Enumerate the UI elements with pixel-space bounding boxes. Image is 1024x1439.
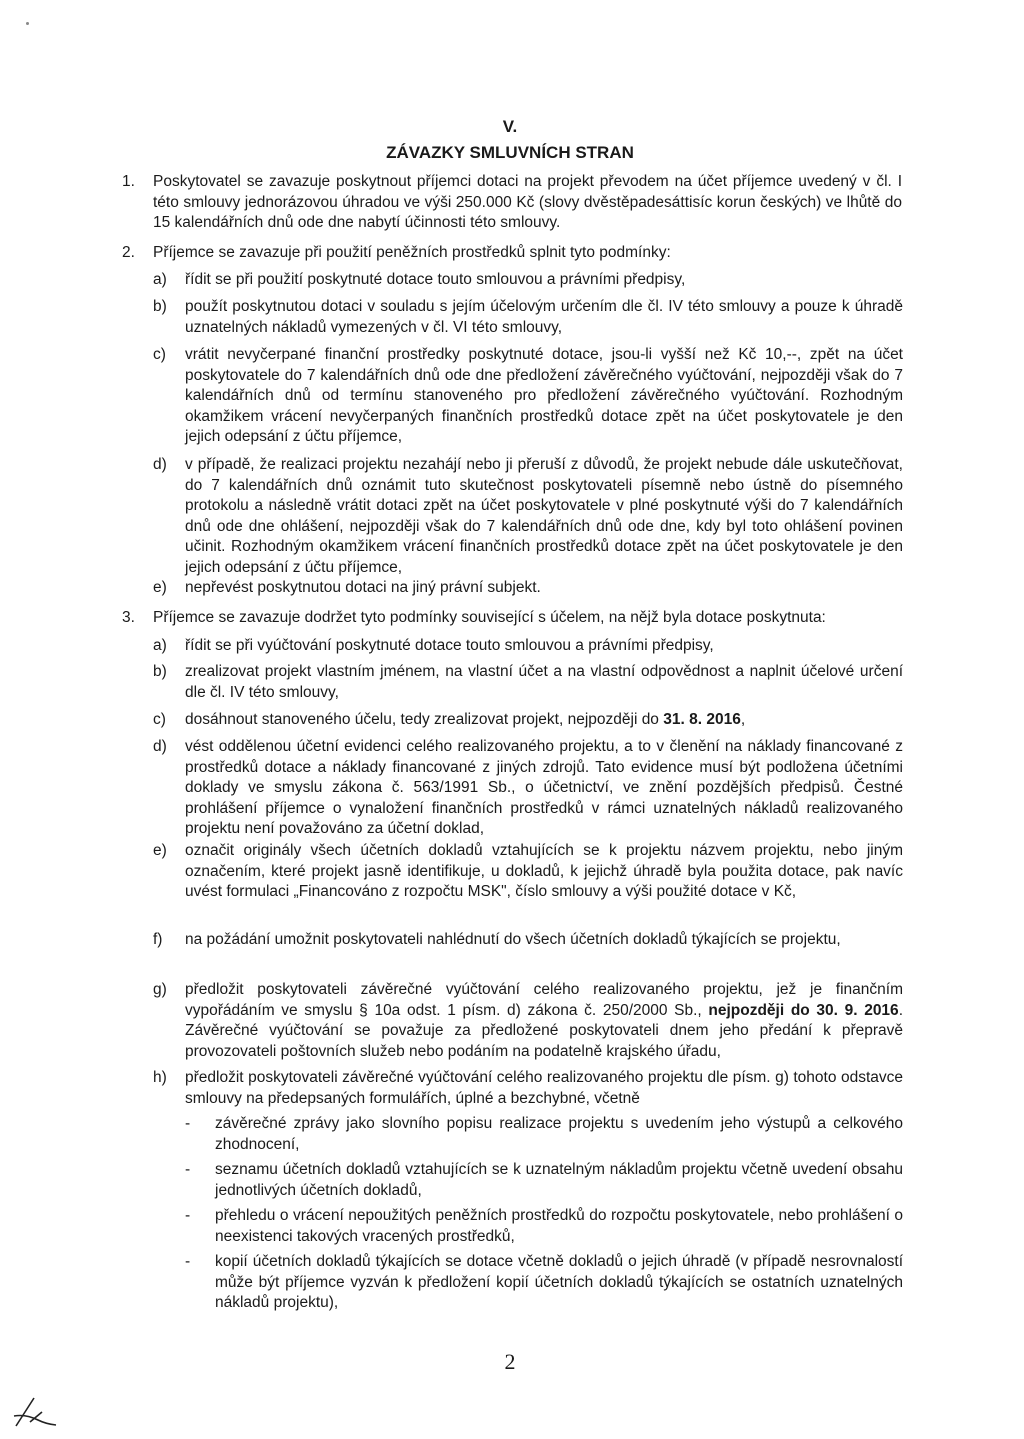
- section-title: ZÁVAZKY SMLUVNÍCH STRAN: [386, 143, 634, 162]
- point-number: 2.: [122, 244, 135, 261]
- point-3-item-d: [153, 737, 903, 840]
- item-text: řídit se při použití poskytnuté dotace touto smlouvou a právními předpisy,: [185, 271, 686, 288]
- dash-item: [185, 1160, 903, 1201]
- point-2-item-c: [153, 345, 903, 448]
- point-3-item-b: [153, 662, 903, 703]
- deadline-date: 31. 8. 2016: [663, 711, 741, 728]
- point-text: Příjemce se zavazuje při použití peněžních prostředků splnit tyto podmínky:: [153, 244, 671, 261]
- item-letter: a): [153, 271, 167, 288]
- dash-marker: -: [185, 1253, 191, 1270]
- point-3-item-e: [153, 841, 903, 903]
- point-3-item-f: [153, 930, 903, 951]
- item-text: nepřevést poskytnutou dotaci na jiný právní subjekt.: [185, 579, 541, 596]
- dash-text: závěrečné zprávy jako slovního popisu realizace projektu s uvedením jeho výstupů a celkového zhodnocení,: [215, 1115, 903, 1153]
- point-3: [122, 608, 902, 629]
- dash-item: [185, 1114, 903, 1155]
- item-letter: h): [153, 1069, 167, 1086]
- item-letter: a): [153, 637, 167, 654]
- dash-marker: -: [185, 1115, 191, 1132]
- point-3-item-h: [153, 1068, 903, 1109]
- item-letter: c): [153, 711, 166, 728]
- item-text: předložit poskytovateli závěrečné vyúčtování celého realizovaného projektu dle písm. g) tohoto odstavce smlouvy na předepsaných formulářích, úplné a bezchybné, včetně: [185, 1069, 903, 1107]
- point-3-item-a: [153, 636, 903, 657]
- point-3-item-c: [153, 710, 903, 731]
- dash-marker: -: [185, 1207, 191, 1224]
- item-text: vrátit nevyčerpané finanční prostředky poskytnuté dotace, jsou-li vyšší než Kč 10,--, zpět na účet poskytovatele do 7 kalendářních dnů ode dne předložení závěrečného vyúčtování, nejpozději však do 7 kalendářních dnů od termínu stanoveného pro předložení závěrečného vyúčtování. Rozhodným okamžikem vrácení nevyčerpaných finančních prostředků dotace zpět na účet poskytovatele je den jejich odepsání z účtu příjemce,: [185, 346, 903, 445]
- item-text: na požádání umožnit poskytovateli nahlédnutí do všech účetních dokladů týkajících se projektu,: [185, 931, 841, 948]
- item-text: vést oddělenou účetní evidenci celého realizovaného projektu, a to v členění na náklady financované z prostředků dotace a náklady financované z jiných zdrojů. Tato evidence musí být podložena účetními doklady ve smyslu zákona č. 563/1991 Sb., o účetnictví, ve znění pozdějších předpisů. Čestné prohlášení příjemce o vynaložení finančních prostředků v rámci uznatelných nákladů realizovaného projektu není považováno za účetní doklad,: [185, 738, 903, 837]
- dash-item: [185, 1252, 903, 1314]
- point-2-item-d: [153, 455, 903, 578]
- item-letter: g): [153, 981, 167, 998]
- item-letter: d): [153, 456, 167, 473]
- initials-signature-icon: [12, 1392, 62, 1432]
- deadline-date: nejpozději do 30. 9. 2016: [708, 1001, 899, 1019]
- page-number: 2: [504, 1349, 516, 1374]
- item-text-lead: předložit poskytovateli závěrečné vyúčtování celého realizovaného projektu, jež je finančním vypořádáním ve smyslu § 10a odst. 1 písm. d) zákona č. 250/2000 Sb.,: [185, 981, 903, 1019]
- item-letter: e): [153, 579, 167, 596]
- scan-speck: [26, 22, 29, 25]
- section-number: V.: [502, 117, 518, 136]
- point-text: Poskytovatel se zavazuje poskytnout příjemci dotaci na projekt převodem na účet příjemce uvedený v čl. I této smlouvy jednorázovou úhradou ve výši 250.000 Kč (slovy dvěstěpadesáttisíc korun českých) ve lhůtě do 15 kalendářních dnů ode dne nabytí účinnosti této smlouvy.: [153, 173, 902, 231]
- point-number: 3.: [122, 609, 135, 626]
- dash-marker: -: [185, 1161, 191, 1178]
- point-2-item-a: [153, 270, 903, 291]
- item-text-lead: dosáhnout stanoveného účelu, tedy zrealizovat projekt, nejpozději do: [185, 711, 664, 728]
- item-letter: c): [153, 346, 166, 363]
- point-2-item-b: [153, 297, 903, 338]
- point-3-item-g: [153, 980, 903, 1062]
- item-text: [185, 710, 903, 731]
- dash-item: [185, 1206, 903, 1247]
- point-2-item-e: [153, 578, 903, 599]
- point-2: [122, 243, 902, 264]
- item-letter: b): [153, 298, 167, 315]
- item-letter: b): [153, 663, 167, 680]
- item-text: v případě, že realizaci projektu nezahájí nebo ji přeruší z důvodů, že projekt nebude dále uskutečňovat, do 7 kalendářních dnů oznámit tuto skutečnost poskytovateli písemně nebo ústně do písemného protokolu a následně vrátit dotaci zpět na účet poskytovatele v plné poskytnuté výši do 7 kalendářních dnů ode dne ohlášení, nejpozději však do 7 kalendářních dnů ode dne, kdy byl toto ohlášení povinen učinit. Rozhodným okamžikem vrácení finančních prostředků dotace zpět na účet poskytovatele je den jejich odepsání z účtu příjemce,: [185, 456, 903, 576]
- item-text: použít poskytnutou dotaci v souladu s jejím účelovým určením dle čl. IV této smlouvy a pouze k úhradě uznatelných nákladů vymezených v čl. VI této smlouvy,: [185, 298, 903, 336]
- item-text: zrealizovat projekt vlastním jménem, na vlastní účet a na vlastní odpovědnost a naplnit účelové určení dle čl. IV této smlouvy,: [185, 663, 903, 701]
- item-text: označit originály všech účetních dokladů vztahujících se k projektu názvem projektu, nebo jiným označením, které projekt jasně identifikuje, u dokladů, k jejichž úhradě byla použita dotace, pak navíc uvést formulaci „Financováno z rozpočtu MSK", číslo smlouvy a výši použité dotace v Kč,: [185, 842, 903, 900]
- dash-text: přehledu o vrácení nepoužitých peněžních prostředků do rozpočtu poskytovatele, nebo prohlášení o neexistenci takových vracených prostředků,: [215, 1207, 903, 1245]
- item-letter: d): [153, 738, 167, 755]
- item-text: [185, 980, 903, 1062]
- dash-text: kopií účetních dokladů týkajících se dotace včetně dokladů o jejich úhradě (v případě nesrovnalostí může být příjemce vyzván k předložení kopií účetních dokladů týkajících se ostatních uznatelných nákladů projektu),: [215, 1253, 903, 1311]
- point-1: [122, 172, 902, 234]
- item-letter: e): [153, 842, 167, 859]
- item-text-tail: ,: [740, 711, 746, 728]
- point-number: 1.: [122, 173, 135, 190]
- item-text: řídit se při vyúčtování poskytnuté dotace touto smlouvou a právními předpisy,: [185, 637, 714, 654]
- point-text: Příjemce se zavazuje dodržet tyto podmínky související s účelem, na nějž byla dotace poskytnuta:: [153, 609, 826, 626]
- item-text-tail: . Závěrečné vyúčtování se považuje za předložené poskytovateli dnem jeho předání k přepravě provozovateli poštovních služeb nebo podáním na podatelně krajského úřadu,: [185, 1001, 903, 1060]
- item-letter: f): [153, 931, 163, 948]
- dash-text: seznamu účetních dokladů vztahujících se k uznatelným nákladům projektu včetně uvedení obsahu jednotlivých účetních dokladů,: [215, 1161, 903, 1199]
